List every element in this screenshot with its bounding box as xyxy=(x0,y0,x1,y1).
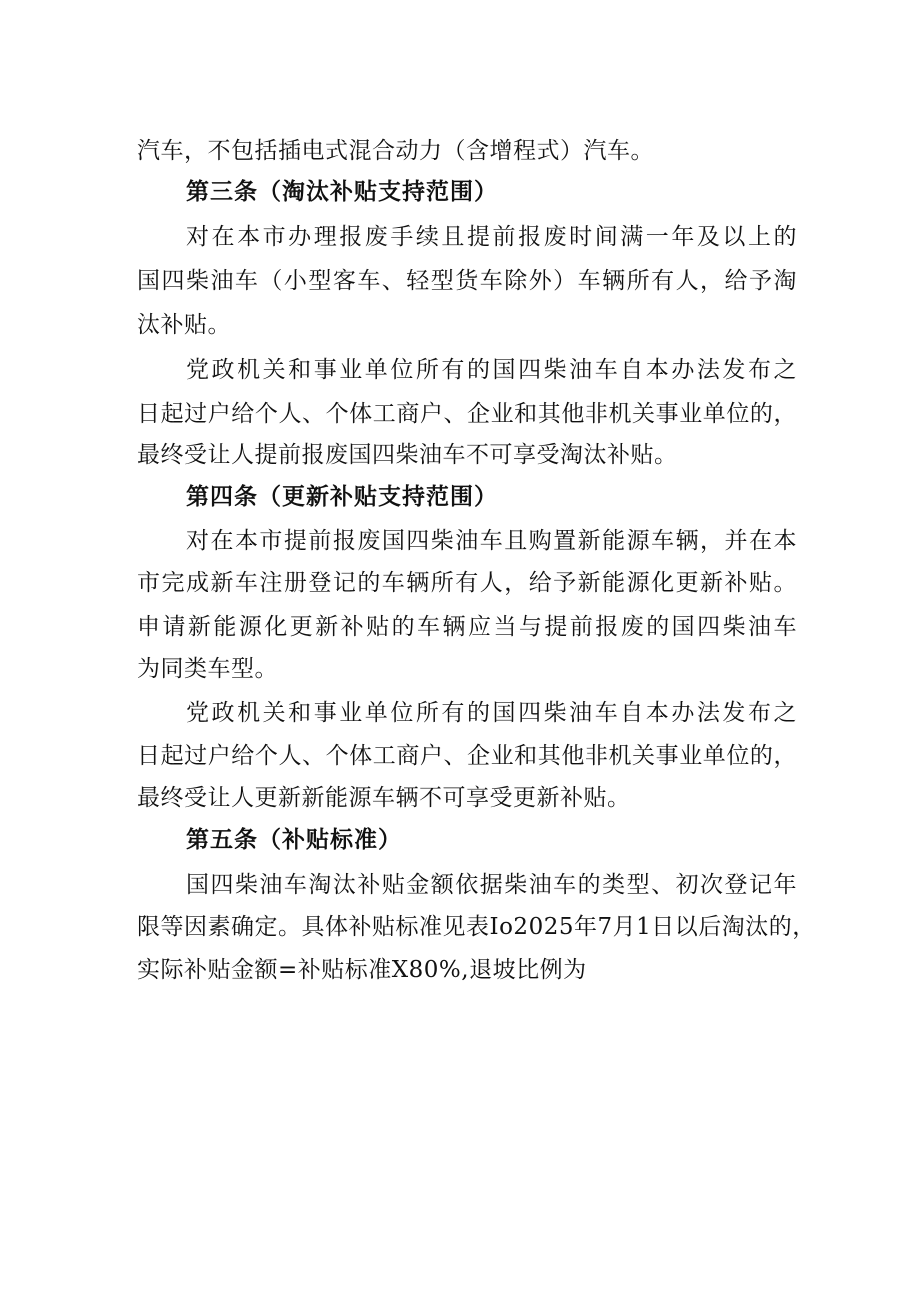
article-4-para-1-line-3: 申请新能源化更新补贴的车辆应当与提前报废的国四柴油车 xyxy=(137,614,797,640)
article-4-para-1-line-4: 为同类车型。 xyxy=(137,656,278,682)
article-4-para-1-line-1: 对在本市提前报废国四柴油车且购置新能源车辆，并在本 xyxy=(186,528,797,554)
article-5-heading: 第五条（补贴标准） xyxy=(186,826,402,853)
article-3-para-1-line-1: 对在本市办理报废手续且提前报废时间满一年及以上的 xyxy=(186,224,797,250)
article-3-para-1-line-3: 汰补贴。 xyxy=(137,312,231,338)
article-3-heading: 第三条（淘汰补贴支持范围） xyxy=(186,178,498,205)
article-4-heading: 第四条（更新补贴支持范围） xyxy=(186,483,498,510)
article-3-para-1-line-2: 国四柴油车（小型客车、轻型货车除外）车辆所有人，给予淘 xyxy=(137,268,797,294)
article-4-para-2-line-3: 最终受让人更新新能源车辆不可享受更新补贴。 xyxy=(137,785,631,811)
article-5-para-1-line-2: 限等因素确定。具体补贴标准见表Io2025年7月1日以后淘汰的， xyxy=(137,914,816,940)
article-3-para-2-line-3: 最终受让人提前报废国四柴油车不可享受淘汰补贴。 xyxy=(137,442,678,468)
article-3-para-2-line-2: 日起过户给个人、个体工商户、企业和其他非机关事业单位的， xyxy=(137,401,797,427)
article-4-para-1-line-2: 市完成新车注册登记的车辆所有人，给予新能源化更新补贴。 xyxy=(137,570,797,596)
article-3-para-2-line-1: 党政机关和事业单位所有的国四柴油车自本办法发布之 xyxy=(186,357,797,383)
article-4-para-2-line-1: 党政机关和事业单位所有的国四柴油车自本办法发布之 xyxy=(186,700,797,726)
paragraph-continuation-line: 汽车，不包括插电式混合动力（含增程式）汽车。 xyxy=(137,138,654,164)
article-5-para-1-line-3: 实际补贴金额=补贴标准X80%,退坡比例为 xyxy=(137,957,587,983)
article-5-para-1-line-1: 国四柴油车淘汰补贴金额依据柴油车的类型、初次登记年 xyxy=(186,872,797,898)
article-4-para-2-line-2: 日起过户给个人、个体工商户、企业和其他非机关事业单位的， xyxy=(137,743,797,769)
